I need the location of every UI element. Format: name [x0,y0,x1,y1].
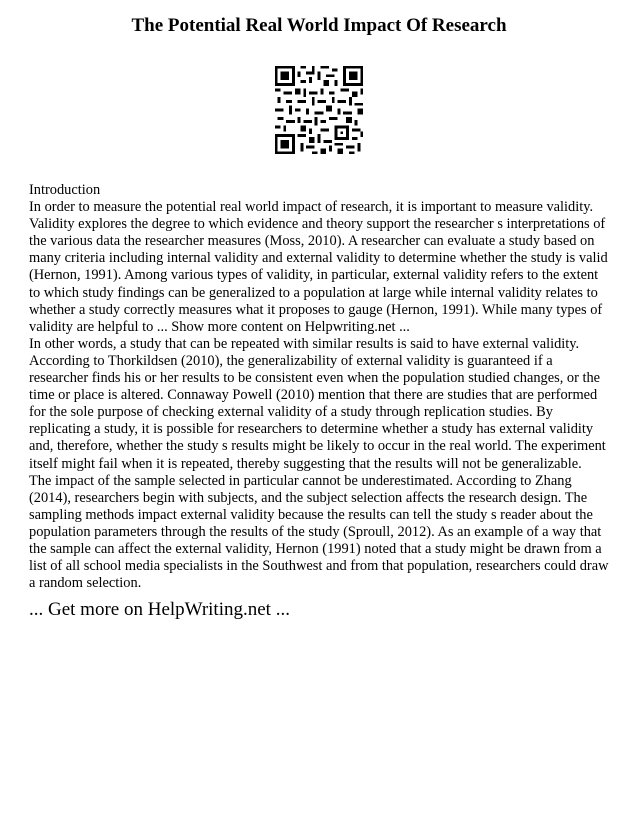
paragraph: In order to measure the potential real world impact of research, it is important to measure validity. Validity explores the degree to which evidence and theory support the researcher s interpretations of the various data the researcher measures (Moss, 2010). A researcher can evaluate a study based on many criteria including internal validity and external validity to determine whether the study is valid (Hernon, 1991). Among various types of validity, in particular, external validity refers to the extent to which study findings can be generalized to a population at large while internal validity relates to whether a study correctly measures what it proposes to gauge (Hernon, 1991). While many types of validity are helpful to ... Show more content on Helpwriting.net ... [29,199,608,335]
qr-code-icon [272,63,366,157]
paragraph: In other words, a study that can be repeated with similar results is said to have external validity. According to Thorkildsen (2010), the generalizability of external validity is guaranteed if a researcher finds his or her results to be consistent even when the population studied changes, or the time or place is altered. Connaway Powell (2010) mention that there are studies that are performed for the sole purpose of checking external validity of a study through replication studies. By replicating a study, it is possible for researchers to determine whether a study has external validity and, therefore, whether the study s results might be likely to occur in the real world. The experiment itself might fail when it is repeated, thereby suggesting that the results will not be generalizable. [29,335,606,472]
page-title: The Potential Real World Impact Of Research [131,15,507,36]
section-heading: Introduction [29,182,101,198]
get-more-link[interactable]: ... Get more on HelpWriting.net ... [29,599,290,620]
paragraph: The impact of the sample selected in particular cannot be underestimated. According to Zhang (2014), researchers begin with subjects, and the subject selection affects the research design. The sampling methods impact external validity because the results can tell the study s reader about the population parameters through the results of the study (Sproull, 2012). As an example of a way that the sample can affect the external validity, Hernon (1991) noted that a study might be drawn from a list of all school media specialists in the Southwest and from that population, researchers could draw a random selection. [29,472,609,592]
body-text [29,182,611,592]
